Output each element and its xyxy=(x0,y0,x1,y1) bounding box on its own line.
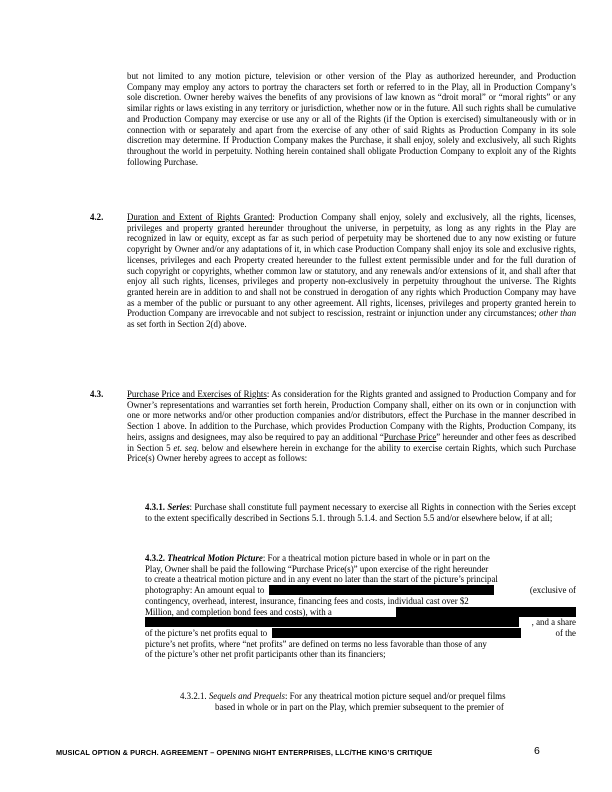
text-line-content: Play, Owner shall be paid the following “Purchase Price(s)” upon exercise of the right hereunder xyxy=(145,563,489,574)
subsection-heading: Theatrical Motion Picture xyxy=(167,553,263,563)
section-text: : As consideration for the Rights granted and assigned to Production Company and for Owner’s representations and warranties set forth herein, Production Company shall, either on its own or in conjunction with one or more networks and/or other production companies and/or distributors, effect the Purchase in the manner described in Section 1 above. In addition to the Purchase, which provides Production Company with the Rights, Production Company, its heirs, assigns and designees, may also be required to pay an additional “ xyxy=(127,389,576,442)
redaction-block xyxy=(272,628,521,638)
text-line xyxy=(180,691,576,702)
text-line-content: Million, and completion bond fees and costs), with a xyxy=(145,606,332,617)
text-line-content: picture’s net profits, where “net profits” are defined on terms no less favorable than those of any xyxy=(145,638,487,649)
section-number: 4.3. xyxy=(90,389,104,399)
text-line xyxy=(145,564,576,575)
section-text: ” hereunder and other fees as described in Section 5 xyxy=(127,431,576,453)
subsection-heading: Series xyxy=(167,502,190,512)
subsection-number: 4.3.2. xyxy=(145,553,165,563)
text-line-content: photography: An amount equal to xyxy=(145,585,265,596)
text-line xyxy=(145,617,576,628)
section-text: below and elsewhere herein in exchange for the ability to exercise certain Rights, which such Purchase Price(s) Owner hereby agrees to accept as follows: xyxy=(127,442,576,464)
subsection-text: : For any theatrical motion picture sequel and/or prequel films xyxy=(284,691,506,701)
section-body xyxy=(127,389,576,464)
text-line-content: contingency, overhead, interest, insurance, financing fees and costs, individual cast over $2 xyxy=(145,595,469,606)
text-line xyxy=(145,596,576,607)
section-4-2 xyxy=(90,212,576,330)
italic-term: et. seq. xyxy=(173,442,199,453)
section-4-3-2-1 xyxy=(180,691,576,712)
text-line-content: (exclusive of xyxy=(529,585,576,596)
section-4-3 xyxy=(90,389,576,464)
text-line xyxy=(145,639,576,650)
subsection-number: 4.3.1. xyxy=(145,502,165,512)
section-heading: Purchase Price and Exercises of Rights xyxy=(127,389,267,399)
text-line xyxy=(145,585,576,596)
subsection-body xyxy=(145,502,576,523)
subsection-number: 4.3.2.1. xyxy=(180,691,207,701)
text-line xyxy=(145,574,576,585)
subsection-text: : For a theatrical motion picture based in whole or in part on the xyxy=(262,553,490,563)
section-body xyxy=(127,212,576,330)
text-line xyxy=(145,628,576,639)
section-4-3-2 xyxy=(145,553,576,660)
subsection-text: : Purchase shall constitute full payment necessary to exercise all Rights in connection with the Series except to the extent specifically described in Sections 5.1. through 5.1.4. and Section 5.5 and/or elsewhere below, if at all; xyxy=(145,502,576,523)
subsection-heading: Sequels and Prequels xyxy=(208,691,285,701)
text-line-content: of the picture’s net profits equal to xyxy=(145,627,268,638)
text-line xyxy=(215,702,576,713)
paragraph-continuation: but not limited to any motion picture, television or other version of the Play as authorized hereunder, and Production Company may employ any actors to portray the characters set forth or referred to in the Play, all in Production Company’s sole discretion. Owner hereby waives the benefits of any provisions of law known as “droit moral” or “moral rights” or any similar rights or laws existing in any territory or jurisdiction, whether now or in the future. All such rights shall be cumulative and Production Company may exercise or use any or all of the Rights (if the Option is exercised) simultaneously with or in connection with or separately and apart from the exercise of any other of said Rights as Production Company in its sole discretion may determine. If Production Company makes the Purchase, it shall enjoy, solely and exclusively, all such Rights throughout the world in perpetuity. Nothing herein contained shall obligate Production Company to exploit any of the Rights following Purchase. xyxy=(127,71,576,167)
footer-text: MUSICAL OPTION & PURCH. AGREEMENT – OPENING NIGHT ENTERPRISES, LLC/THE KING’S CRITIQUE xyxy=(56,748,433,757)
redaction-block xyxy=(145,617,519,627)
section-heading: Duration and Extent of Rights Granted xyxy=(127,212,273,222)
defined-term: Purchase Price xyxy=(383,431,437,442)
text-line xyxy=(145,649,576,660)
section-text-end: as set forth in Section 2(d) above. xyxy=(127,319,247,330)
text-line xyxy=(145,553,576,564)
redaction-block xyxy=(396,607,576,617)
section-text: : Production Company shall enjoy, solely and exclusively, all the rights, licenses, privileges and property granted hereunder throughout the universe, in perpetuity, as long as any rights in the Play are recognized in law or equity, except as far as such period of perpetuity may be shortened due to any now existing or future copyright by Owner and/or any adaptations of it, in which case Production Company shall enjoy its sole and exclusive rights, licenses, privileges and each Property created hereunder to the fullest extent permissible under and for the full duration of such copyright or copyrights, whether common law or statutory, and any renewals and/or extensions of it, and shall after that enjoy all such rights, licenses, privileges and property non-exclusively in perpetuity throughout the universe. The Rights granted herein are in addition to and shall not be construed in derogation of any rights which Production Company may have as a member of the public or pursuant to any other agreement. All rights, licenses, privileges and property granted herein to Production Company are irrevocable and not subject to rescission, restraint or injunction under any circumstances; xyxy=(127,212,576,319)
text-line xyxy=(145,607,576,618)
text-line-content: of the picture’s other net profit participants other than its financiers; xyxy=(145,649,386,660)
text-line-content: of the xyxy=(555,627,576,638)
text-line-content: to create a theatrical motion picture and in any event no later than the start of the picture’s principal xyxy=(145,574,498,585)
section-number: 4.2. xyxy=(90,212,104,222)
section-4-3-1 xyxy=(145,502,576,523)
text-line-content: based in whole or in part on the Play, which premier subsequent to the premier of xyxy=(215,701,504,712)
page-number: 6 xyxy=(534,745,540,757)
redaction-block xyxy=(269,585,494,595)
text-line-content: , and a share xyxy=(531,617,576,628)
italic-term: other than xyxy=(539,308,577,319)
